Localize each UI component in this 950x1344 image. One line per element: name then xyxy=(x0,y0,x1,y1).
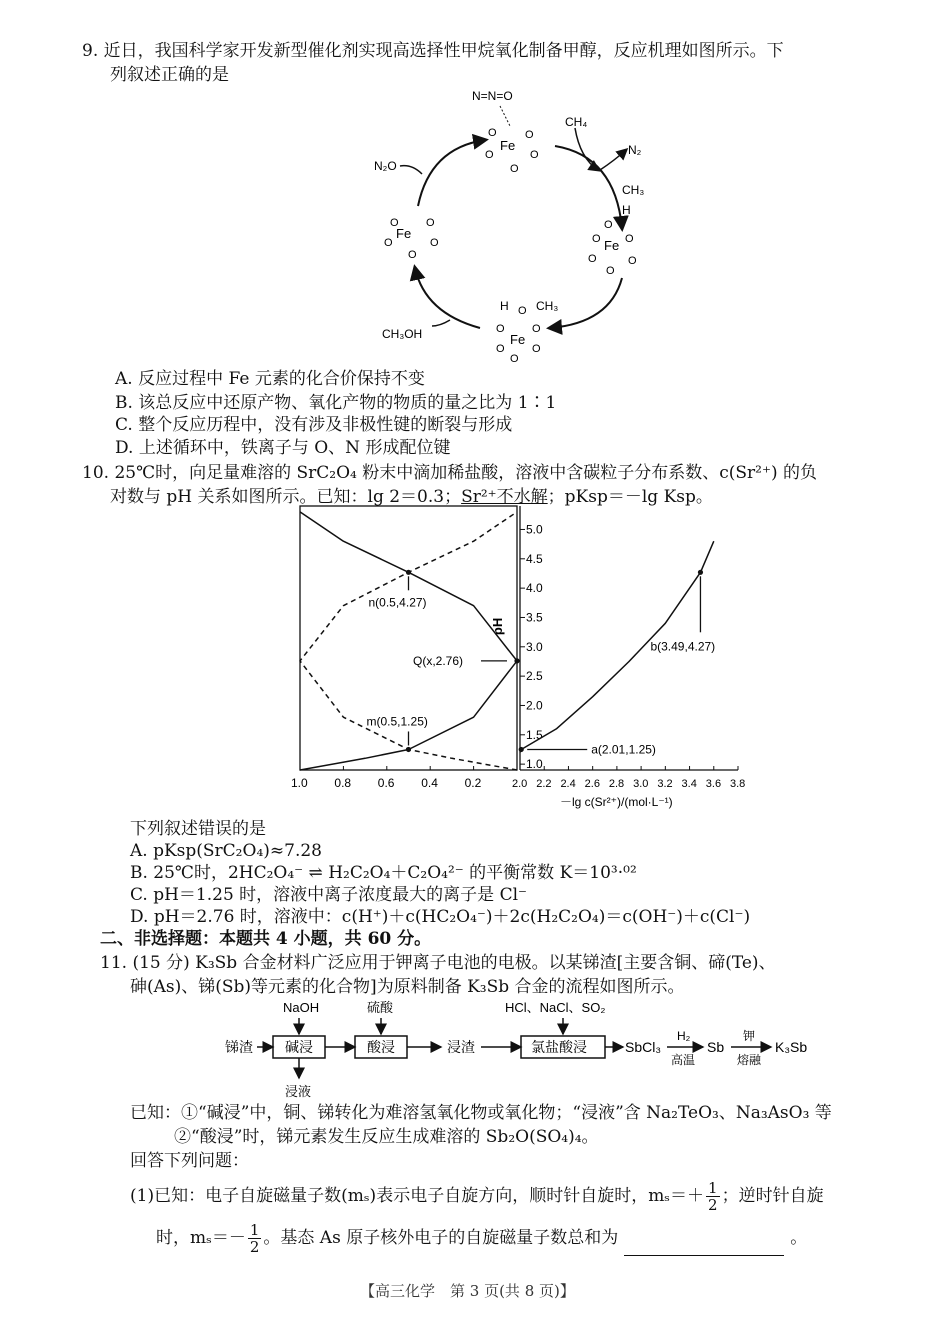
y-tick-label: 1.5 xyxy=(526,727,543,742)
n2-label: N₂ xyxy=(628,143,642,157)
svg-text:O: O xyxy=(525,129,534,141)
cycle-arc-top-left xyxy=(418,140,485,206)
cycle-arc-top-right xyxy=(555,146,622,228)
dashed-distribution-curve xyxy=(300,512,517,770)
y-tick-label: 2.5 xyxy=(526,669,543,684)
left-x-tick-label: 0.6 xyxy=(377,776,395,790)
o-bottom-label: O xyxy=(518,305,527,317)
q9-stem-line1: 9. 近日，我国科学家开发新型催化剂实现高选择性甲烷氧化制备甲醇，反应机理如图所示。下 xyxy=(82,41,784,61)
solid-distribution-curve xyxy=(300,512,517,770)
flow-leachate: 浸液 xyxy=(285,1084,312,1099)
left-x-tick-label: 0.8 xyxy=(334,776,352,790)
right-x-tick-label: 2.8 xyxy=(608,778,625,790)
svg-text:O: O xyxy=(488,127,497,139)
svg-text:O: O xyxy=(390,217,399,229)
page-footer: 【高三化学 第 3 页(共 8 页)】 xyxy=(360,1282,575,1300)
label-b: b(3.49,4.27) xyxy=(650,639,716,654)
flow-sbcl3: SbCl₃ xyxy=(625,1039,662,1055)
point-n xyxy=(406,570,411,575)
svg-text:O: O xyxy=(496,343,505,355)
point-a xyxy=(519,747,524,752)
flow-box2-label: 酸浸 xyxy=(367,1039,395,1055)
ch3oh-label: CH₃OH xyxy=(382,327,423,341)
ch3oh-out-arrow xyxy=(432,320,450,326)
y-tick-label: 4.5 xyxy=(526,551,543,566)
flow-h2: H₂ xyxy=(677,1029,691,1043)
h-label: H xyxy=(622,203,631,217)
label-m: m(0.5,1.25) xyxy=(366,714,428,729)
n2o-left-label: N₂O xyxy=(374,159,397,173)
flow-reagents3: HCl、NaCl、SO₂ xyxy=(505,1000,606,1015)
section2-heading: 二、非选择题：本题共 4 小题，共 60 分。 xyxy=(100,929,432,949)
point-q xyxy=(514,658,519,663)
fe-bottom-label: Fe xyxy=(510,332,526,347)
fraction-half-neg: $\frac{1}{2}$ xyxy=(249,1221,260,1256)
right-x-tick-label: 2.0 xyxy=(512,778,528,790)
svg-text:O: O xyxy=(485,149,494,161)
n2-out-arrow xyxy=(600,150,626,170)
y-tick-label: 5.0 xyxy=(526,522,543,537)
q10-chart xyxy=(280,500,760,820)
q9-stem-line2: 列叙述正确的是 xyxy=(110,65,229,85)
right-x-tick-label: 3.8 xyxy=(730,778,746,790)
q11-answer-blank[interactable] xyxy=(624,1237,784,1256)
flow-start: 锑渣 xyxy=(225,1039,253,1055)
right-x-tick-label: 2.2 xyxy=(536,778,552,790)
label-q: Q(x,2.76) xyxy=(413,653,464,668)
n2o-in-arrow xyxy=(400,166,422,174)
right-x-tick-label: 2.4 xyxy=(560,778,576,790)
q11-known1: 已知：①“碱浸”中，铜、锑转化为难溶氢氧化物或氧化物；“浸液”含 Na₂TeO₃、Na₃AsO₃ 等 xyxy=(130,1103,832,1123)
y-tick-label: 4.0 xyxy=(526,581,543,596)
svg-text:O: O xyxy=(592,233,601,245)
svg-text:O: O xyxy=(430,237,439,249)
q9-option-c: C. 整个反应历程中，没有涉及非极性键的断裂与形成 xyxy=(115,415,513,435)
right-x-tick-label: 3.4 xyxy=(681,778,697,790)
q10-option-c: C. pH＝1.25 时，溶液中离子浓度最大的离子是 Cl⁻ xyxy=(130,885,527,905)
left-x-tick-label: 0.2 xyxy=(464,776,482,790)
label-n: n(0.5,4.27) xyxy=(368,595,427,610)
flow-box3-label: 氯盐酸浸 xyxy=(531,1039,587,1055)
svg-text:O: O xyxy=(604,219,613,231)
fe-left-label: Fe xyxy=(396,226,412,241)
svg-text:H: H xyxy=(500,299,509,313)
flow-sb: Sb xyxy=(707,1039,725,1055)
svg-text:O: O xyxy=(408,249,417,261)
flow-product: K₃Sb xyxy=(775,1039,808,1055)
q10-option-b: B. 25℃时，2HC₂O₄⁻ ⇌ H₂C₂O₄＋C₂O₄²⁻ 的平衡常数 K＝10³·⁰² xyxy=(130,863,637,883)
svg-text:O: O xyxy=(628,255,637,267)
q11-stem-line1: 11. (15 分) K₃Sb 合金材料广泛应用于钾离子电池的电极。以某锑渣[主要含铜、碲(Te)、 xyxy=(100,953,776,973)
right-x-tick-label: 3.2 xyxy=(657,778,673,790)
right-x-axis-label: －lg c(Sr²⁺)/(mol·L⁻¹) xyxy=(560,795,673,809)
svg-text:O: O xyxy=(426,217,435,229)
q10-stem-line2: 对数与 pH 关系如图所示。已知：lg 2＝0.3；Sr²⁺不水解；pKsp＝－lg Ksp。 xyxy=(110,487,713,507)
flow-melt: 熔融 xyxy=(737,1053,762,1067)
svg-text:O: O xyxy=(625,233,634,245)
q9-option-b: B. 该总反应中还原产物、氧化产物的物质的量之比为 1∶1 xyxy=(115,393,557,413)
flow-k: 钾 xyxy=(743,1029,756,1043)
svg-text:O: O xyxy=(510,163,519,175)
q9-option-a: A. 反应过程中 Fe 元素的化合价保持不变 xyxy=(115,369,425,389)
svg-text:O: O xyxy=(510,353,519,365)
q11-answer-prompt: 回答下列问题： xyxy=(130,1151,249,1171)
q10-underlined-note: Sr²⁺不水解 xyxy=(461,487,548,507)
flow-box1-label: 碱浸 xyxy=(285,1039,313,1055)
flow-residue: 浸渣 xyxy=(447,1039,475,1055)
fe-top-label: Fe xyxy=(500,138,516,153)
svg-text:O: O xyxy=(588,253,597,265)
fraction-half: $\frac{1}{2}$ xyxy=(708,1179,718,1214)
q11-sub1-line1: (1)已知：电子自旋磁量子数(mₛ)表示电子自旋方向，顺时针自旋时，mₛ＝＋ $\frac{1}{2}$ ；逆时针自旋 xyxy=(130,1179,824,1214)
q11-sub1-line2: 时，mₛ＝－ $\frac{1}{2}$ 。基态 As 原子核外电子的自旋磁量子数总和为 。 xyxy=(156,1221,808,1256)
q10-stem-line1: 10. 25℃时，向足量难溶的 SrC₂O₄ 粉末中滴加稀盐酸，溶液中含碳粒子分布系数、c(Sr²⁺) 的负 xyxy=(82,463,817,483)
point-b xyxy=(698,570,703,575)
left-x-tick-label: 1.0 xyxy=(291,776,308,790)
right-x-tick-label: 3.6 xyxy=(705,778,722,790)
svg-text:O: O xyxy=(530,149,539,161)
svg-text:O: O xyxy=(496,323,505,335)
fe-right-label: Fe xyxy=(604,238,620,253)
q11-known2: ②“酸浸”时，锑元素发生反应生成难溶的 Sb₂O(SO₄)₄。 xyxy=(174,1127,599,1147)
flow-sulfuric-acid: 硫酸 xyxy=(367,1000,394,1015)
ch3-label: CH₃ xyxy=(622,183,645,197)
y-tick-label: 1.0 xyxy=(526,757,543,772)
left-panel-frame xyxy=(300,506,517,770)
left-x-tick-label: 0.4 xyxy=(421,776,438,790)
right-x-tick-label: 2.6 xyxy=(584,778,600,790)
q10-option-d: D. pH＝2.76 时，溶液中：c(H⁺)＋c(HC₂O₄⁻)＋2c(H₂C₂O₄)＝c(OH⁻)＋c(Cl⁻) xyxy=(130,907,751,927)
svg-text:O: O xyxy=(606,265,615,277)
y-tick-label: 2.0 xyxy=(526,698,543,713)
cycle-arc-bottom-right xyxy=(550,278,622,328)
q11-flowchart xyxy=(215,998,835,1102)
cycle-arc-bottom-left xyxy=(415,268,480,328)
n2o-ligand-label: N=N=O xyxy=(472,89,513,103)
ch4-label: CH₄ xyxy=(565,115,588,129)
svg-text:O: O xyxy=(532,323,541,335)
svg-text:O: O xyxy=(384,237,393,249)
ch3-bottom-label: CH₃ xyxy=(536,299,559,313)
q9-option-d: D. 上述循环中，铁离子与 O、N 形成配位键 xyxy=(115,438,451,458)
point-m xyxy=(406,747,411,752)
y-tick-label: 3.0 xyxy=(526,639,543,654)
y-tick-label: 3.5 xyxy=(526,610,543,625)
q11-stem-line2: 砷(As)、锑(Sb)等元素的化合物]为原料制备 K₃Sb 合金的流程如图所示。 xyxy=(130,977,685,997)
q10-question: 下列叙述错误的是 xyxy=(130,819,266,839)
y-axis-label: pH xyxy=(490,617,505,636)
flow-naoh: NaOH xyxy=(283,1000,320,1015)
q10-option-a: A. pKsp(SrC₂O₄)≈7.28 xyxy=(130,841,322,861)
svg-text:O: O xyxy=(532,343,541,355)
right-x-tick-label: 3.0 xyxy=(633,778,649,790)
label-a: a(2.01,1.25) xyxy=(591,742,656,757)
q9-mechanism-diagram xyxy=(360,88,670,368)
flow-high-temp: 高温 xyxy=(671,1053,696,1067)
